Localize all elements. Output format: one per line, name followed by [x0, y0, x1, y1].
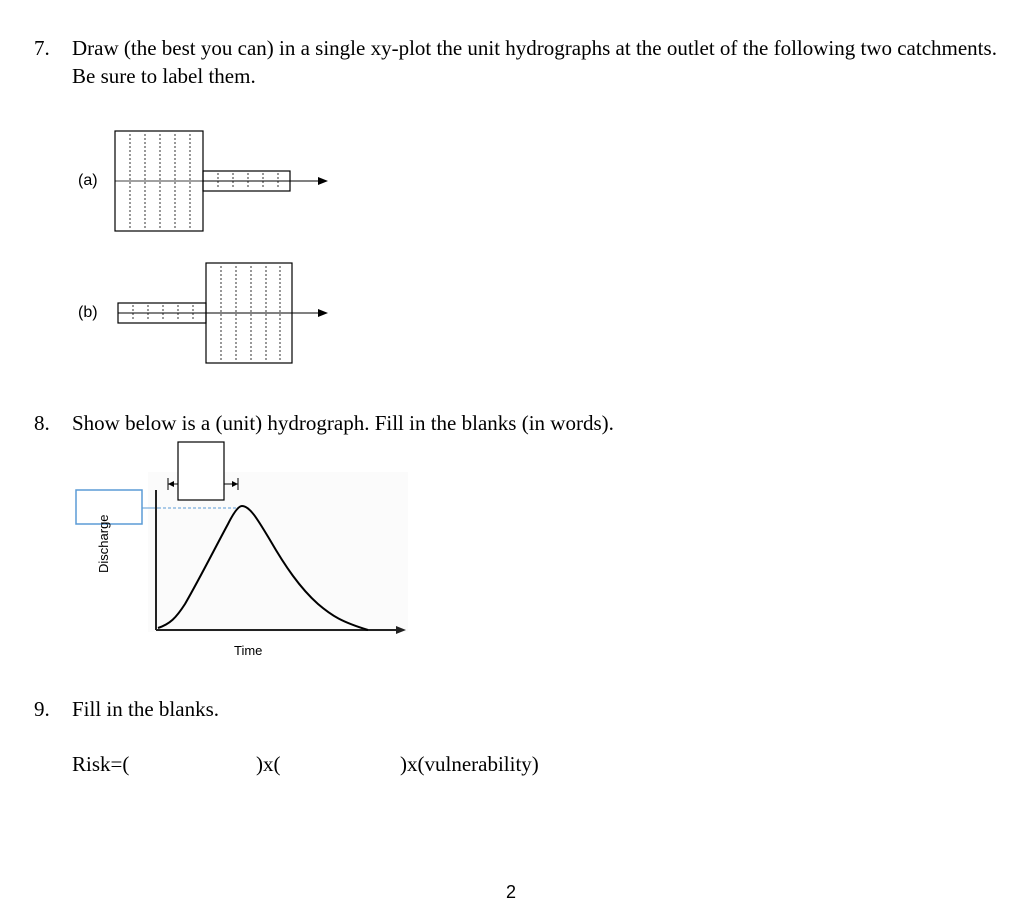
question-number: 7.: [34, 36, 50, 60]
y-axis-label: Discharge: [96, 514, 111, 573]
question-text: Fill in the blanks.: [72, 697, 219, 721]
page-number: 2: [506, 882, 517, 902]
x-axis-label: Time: [234, 643, 263, 658]
question-text: Show below is a (unit) hydrograph. Fill in the blanks (in words).: [72, 411, 614, 435]
risk-formula-middle: )x(: [256, 752, 281, 776]
question-number: 9.: [34, 697, 50, 721]
question-number: 8.: [34, 411, 50, 435]
catchment-b-diagram: [110, 258, 340, 368]
catchment-a-diagram: [110, 126, 340, 236]
catchment-a-label: (a): [78, 172, 98, 189]
hydrograph-figure: [70, 438, 415, 638]
question-text: Draw (the best you can) in a single xy-plot the unit hydrographs at the outlet of the following two catchments. Be sure to label them.: [72, 36, 997, 88]
risk-formula-prefix: Risk=(: [72, 752, 130, 776]
time-to-peak-blank-box: [178, 442, 224, 500]
risk-formula-suffix: )x(vulnerability): [400, 752, 539, 776]
catchment-b-label: (b): [78, 304, 98, 321]
